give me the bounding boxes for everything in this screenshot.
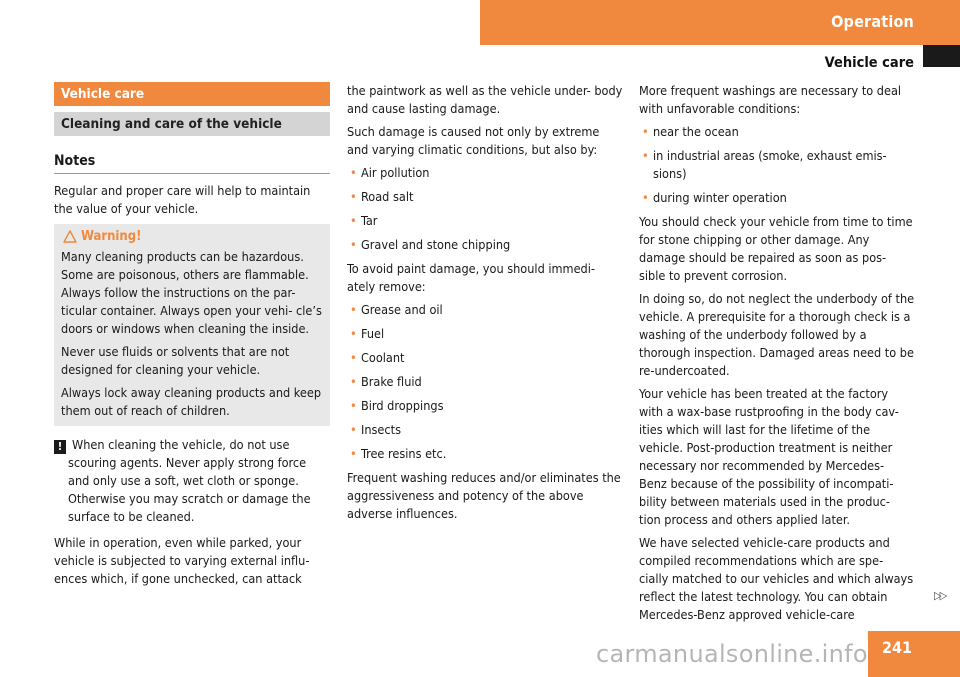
list-item: • Brake fluid: [347, 373, 623, 391]
list-item: • during winter operation: [639, 189, 915, 207]
list-item: • Road salt: [347, 188, 623, 206]
paragraph-underbody: In doing so, do not neglect the underbody of the vehicle. A prerequisite for a thorough check is a washing of the underbody followed by a thorough inspection. Damaged areas need to be re-undercoated.: [639, 291, 915, 378]
list-conditions: [639, 123, 915, 207]
watermark: carmanualsonline.info: [596, 640, 868, 668]
intro-paragraph: Regular and proper care will help to maintain the value of your vehicle.: [54, 183, 311, 216]
paragraph-more-washings: More frequent washings are necessary to deal with unfavorable conditions:: [639, 83, 902, 116]
list-item: • Gravel and stone chipping: [347, 236, 623, 254]
warning-title-text: Warning!: [81, 229, 142, 244]
paragraph-paintwork: the paintwork as well as the vehicle under- body and cause lasting damage.: [347, 83, 623, 116]
page-subtitle: Vehicle care: [824, 55, 914, 71]
notes-heading: Notes: [54, 152, 330, 174]
list-item: • Grease and oil: [347, 301, 623, 319]
list-item: • near the ocean: [639, 123, 915, 141]
list-item: • Tar: [347, 212, 623, 230]
list-damage-causes: [347, 164, 623, 254]
list-item: • Tree resins etc.: [347, 445, 623, 463]
warning-paragraph-2: Never use fluids or solvents that are not designed for cleaning your vehicle.: [61, 344, 290, 377]
paragraph-frequent-washing: Frequent washing reduces and/or eliminates the aggressiveness and potency of the above adverse influences.: [347, 470, 621, 521]
header-marker: [923, 45, 960, 67]
column-2: [347, 82, 623, 528]
warning-box: [54, 224, 330, 426]
paragraph-rustproofing: Your vehicle has been treated at the factory with a wax-base rustproofing in the body cav- ities which will last for the lifetime of the vehicle. Post-production treatment is neither necessary nor recommended by Mercedes- Benz because of the possibility of incompati- bility between materials used in the produc- tion process and others applied later.: [639, 386, 899, 527]
list-item: • in industrial areas (smoke, exhaust emis- sions): [639, 147, 915, 183]
section-bar-vehicle-care: Vehicle care: [54, 82, 330, 106]
exclamation-icon: !: [54, 440, 66, 454]
warning-paragraph-1: Many cleaning products can be hazardous. Some are poisonous, others are flammable. Always follow the instructions on the par- ticular container. Always open your vehi- cle’s doors or windows when cleaning the inside.: [61, 249, 322, 336]
column-3: [639, 82, 915, 629]
paragraph-damage-causes: Such damage is caused not only by extreme and varying climatic conditions, but also by:: [347, 124, 600, 157]
notice-block: [54, 436, 330, 526]
warning-title: [61, 228, 323, 246]
list-item: • Bird droppings: [347, 397, 623, 415]
notice-text: When cleaning the vehicle, do not use scouring agents. Never apply strong force and only use a soft, wet cloth or sponge. Otherwise you may scratch or damage the surface to be cleaned.: [68, 437, 311, 524]
list-item: • Air pollution: [347, 164, 623, 182]
warning-paragraph-3: Always lock away cleaning products and keep them out of reach of children.: [61, 385, 322, 418]
list-remove: [347, 301, 623, 463]
paragraph-care-products: We have selected vehicle-care products and compiled recommendations which are spe- cially matched to our vehicles and which always reflect the latest technology. You can obtain Mercedes-Benz approved vehicle-care: [639, 535, 914, 622]
subsection-bar-cleaning: Cleaning and care of the vehicle: [54, 112, 330, 136]
paragraph-remove: To avoid paint damage, you should immedi- ately remove:: [347, 261, 595, 294]
warning-triangle-icon: [63, 230, 77, 243]
paragraph-influences: While in operation, even while parked, your vehicle is subjected to varying external influ- ences which, if gone unchecked, can attack: [54, 535, 310, 586]
list-item: • Insects: [347, 421, 623, 439]
page-number: 241: [868, 631, 960, 677]
list-item: • Fuel: [347, 325, 623, 343]
list-item: • Coolant: [347, 349, 623, 367]
column-1: [54, 80, 330, 593]
paragraph-check-vehicle: You should check your vehicle from time to time for stone chipping or other damage. Any damage should be repaired as soon as pos- sible to prevent corrosion.: [639, 214, 913, 283]
section-tab: Operation: [480, 0, 960, 45]
continue-arrow-icon: ▷▷: [934, 589, 946, 602]
